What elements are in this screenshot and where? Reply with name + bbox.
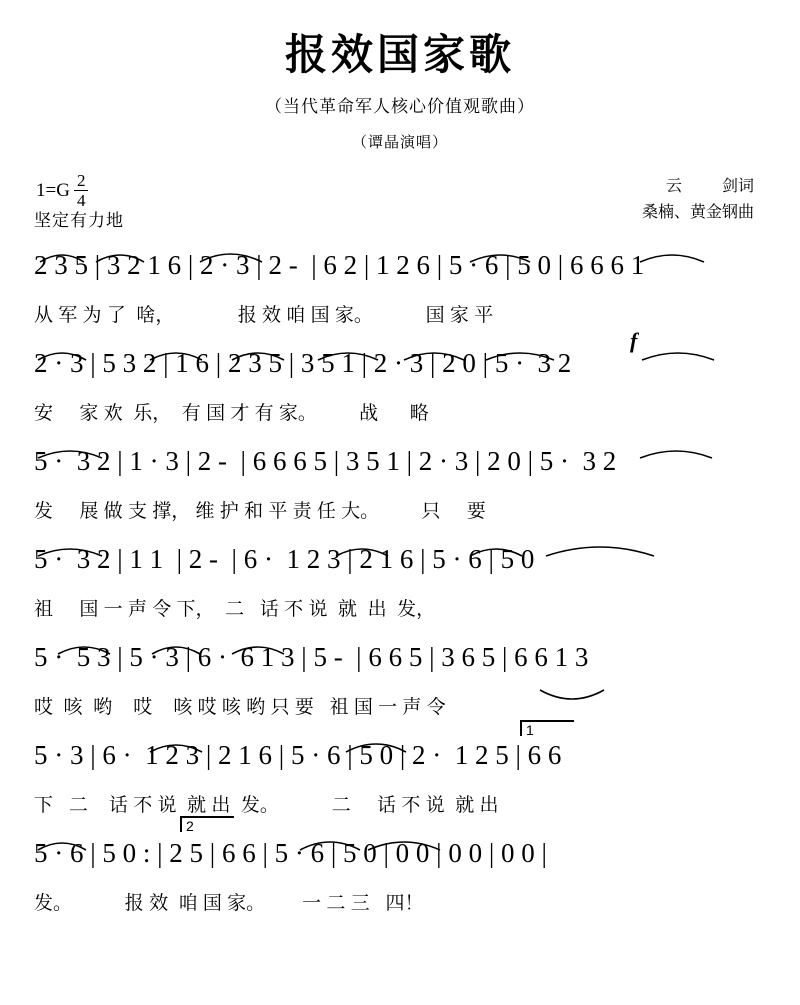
performer-note: （谭晶演唱） xyxy=(351,134,448,151)
page-subtitle: （当代革命军人核心价值观歌曲） xyxy=(265,97,535,116)
key-signature xyxy=(36,172,88,209)
notes-line-2: 2 · 3 | 5 3 2 | 1 6 | 2 3 5 | 3 5 1 | 2 · 3 | 2 0 | 5 · 3 2 xyxy=(34,348,572,378)
lyrics-line-4: 祖 国 一 声 令 下， 二 话 不 说 就 出 发， xyxy=(34,599,436,620)
music-system-7 xyxy=(0,818,800,932)
time-signature-numerator: 2 xyxy=(74,172,89,191)
lyrics-line-6: 下 二 话 不 说 就 出 发。 二 话 不 说 就 出 xyxy=(34,795,499,816)
lyrics-line-7: 发。 报 效 咱 国 家。 一 二 三 四！ xyxy=(34,893,424,914)
lyrics-line-2: 安 家 欢 乐， 有 国 才 有 家。 战 略 xyxy=(34,403,429,424)
notes-line-4: 5 · 3 2 | 1 1 | 2 - | 6 · 1 2 3 | 2 1 6 | 5 · 6 | 5 0 xyxy=(34,544,535,574)
notes-line-3: 5 · 3 2 | 1 · 3 | 2 - | 6 6 6 5 | 3 5 1 | 2 · 3 | 2 0 | 5 · 3 2 xyxy=(34,446,617,476)
notes-line-5: 5 · 5 3 | 5 · 3 | 6 · 6 1 3 | 5 - | 6 6 5 | 3 6 5 | 6 6 1 3 xyxy=(34,642,589,672)
notes-line-6: 5 · 3 | 6 · 1 2 3 | 2 1 6 | 5 · 6 | 5 0 | 2 · 1 2 5 | 6 6 xyxy=(34,740,562,770)
tempo-marking: 坚定有力地 xyxy=(34,211,124,230)
credits xyxy=(642,174,754,225)
time-signature xyxy=(74,172,89,209)
score-systems xyxy=(0,246,800,932)
music-system-6 xyxy=(0,722,800,834)
key-signature-text: 1=G xyxy=(36,179,70,201)
sheet-music-page xyxy=(0,22,800,1005)
credit-composer: 桑楠、黄金钢曲 xyxy=(641,203,754,221)
page-title: 报效国家歌 xyxy=(284,31,515,78)
music-system-2 xyxy=(0,328,800,442)
second-ending-bracket: 2 xyxy=(180,816,234,832)
time-signature-denominator: 4 xyxy=(76,191,86,210)
first-ending-bracket: 1 xyxy=(520,720,574,736)
music-system-3 xyxy=(0,442,800,540)
music-system-5 xyxy=(0,638,800,736)
dynamic-forte: f xyxy=(630,328,638,353)
lyrics-line-1: 从 军 为 了 啥， 报 效 咱 国 家。 国 家 平 xyxy=(34,305,494,326)
lyrics-line-3: 发 展 做 支 撑， 维 护 和 平 责 任 大。 只 要 xyxy=(34,501,486,522)
score-metadata xyxy=(0,170,800,242)
credit-lyricist: 云 剑词 xyxy=(665,178,754,195)
lyrics-line-5: 哎 咳 哟 哎 咳 哎 咳 哟 只 要 祖 国 一 声 令 xyxy=(34,697,446,718)
music-system-1 xyxy=(0,246,800,344)
music-system-4 xyxy=(0,540,800,638)
notes-line-1: 2 3 5 | 3 2 1 6 | 2 · 3 | 2 - | 6 2 | 1 2 6 | 5 · 6 | 5 0 | 6 6 6 1 xyxy=(34,250,645,280)
notes-line-7: 5 · 6 | 5 0 : | 2 5 | 6 6 | 5 · 6 | 5 0 | 0 0 | 0 0 | 0 0 | xyxy=(34,838,547,868)
